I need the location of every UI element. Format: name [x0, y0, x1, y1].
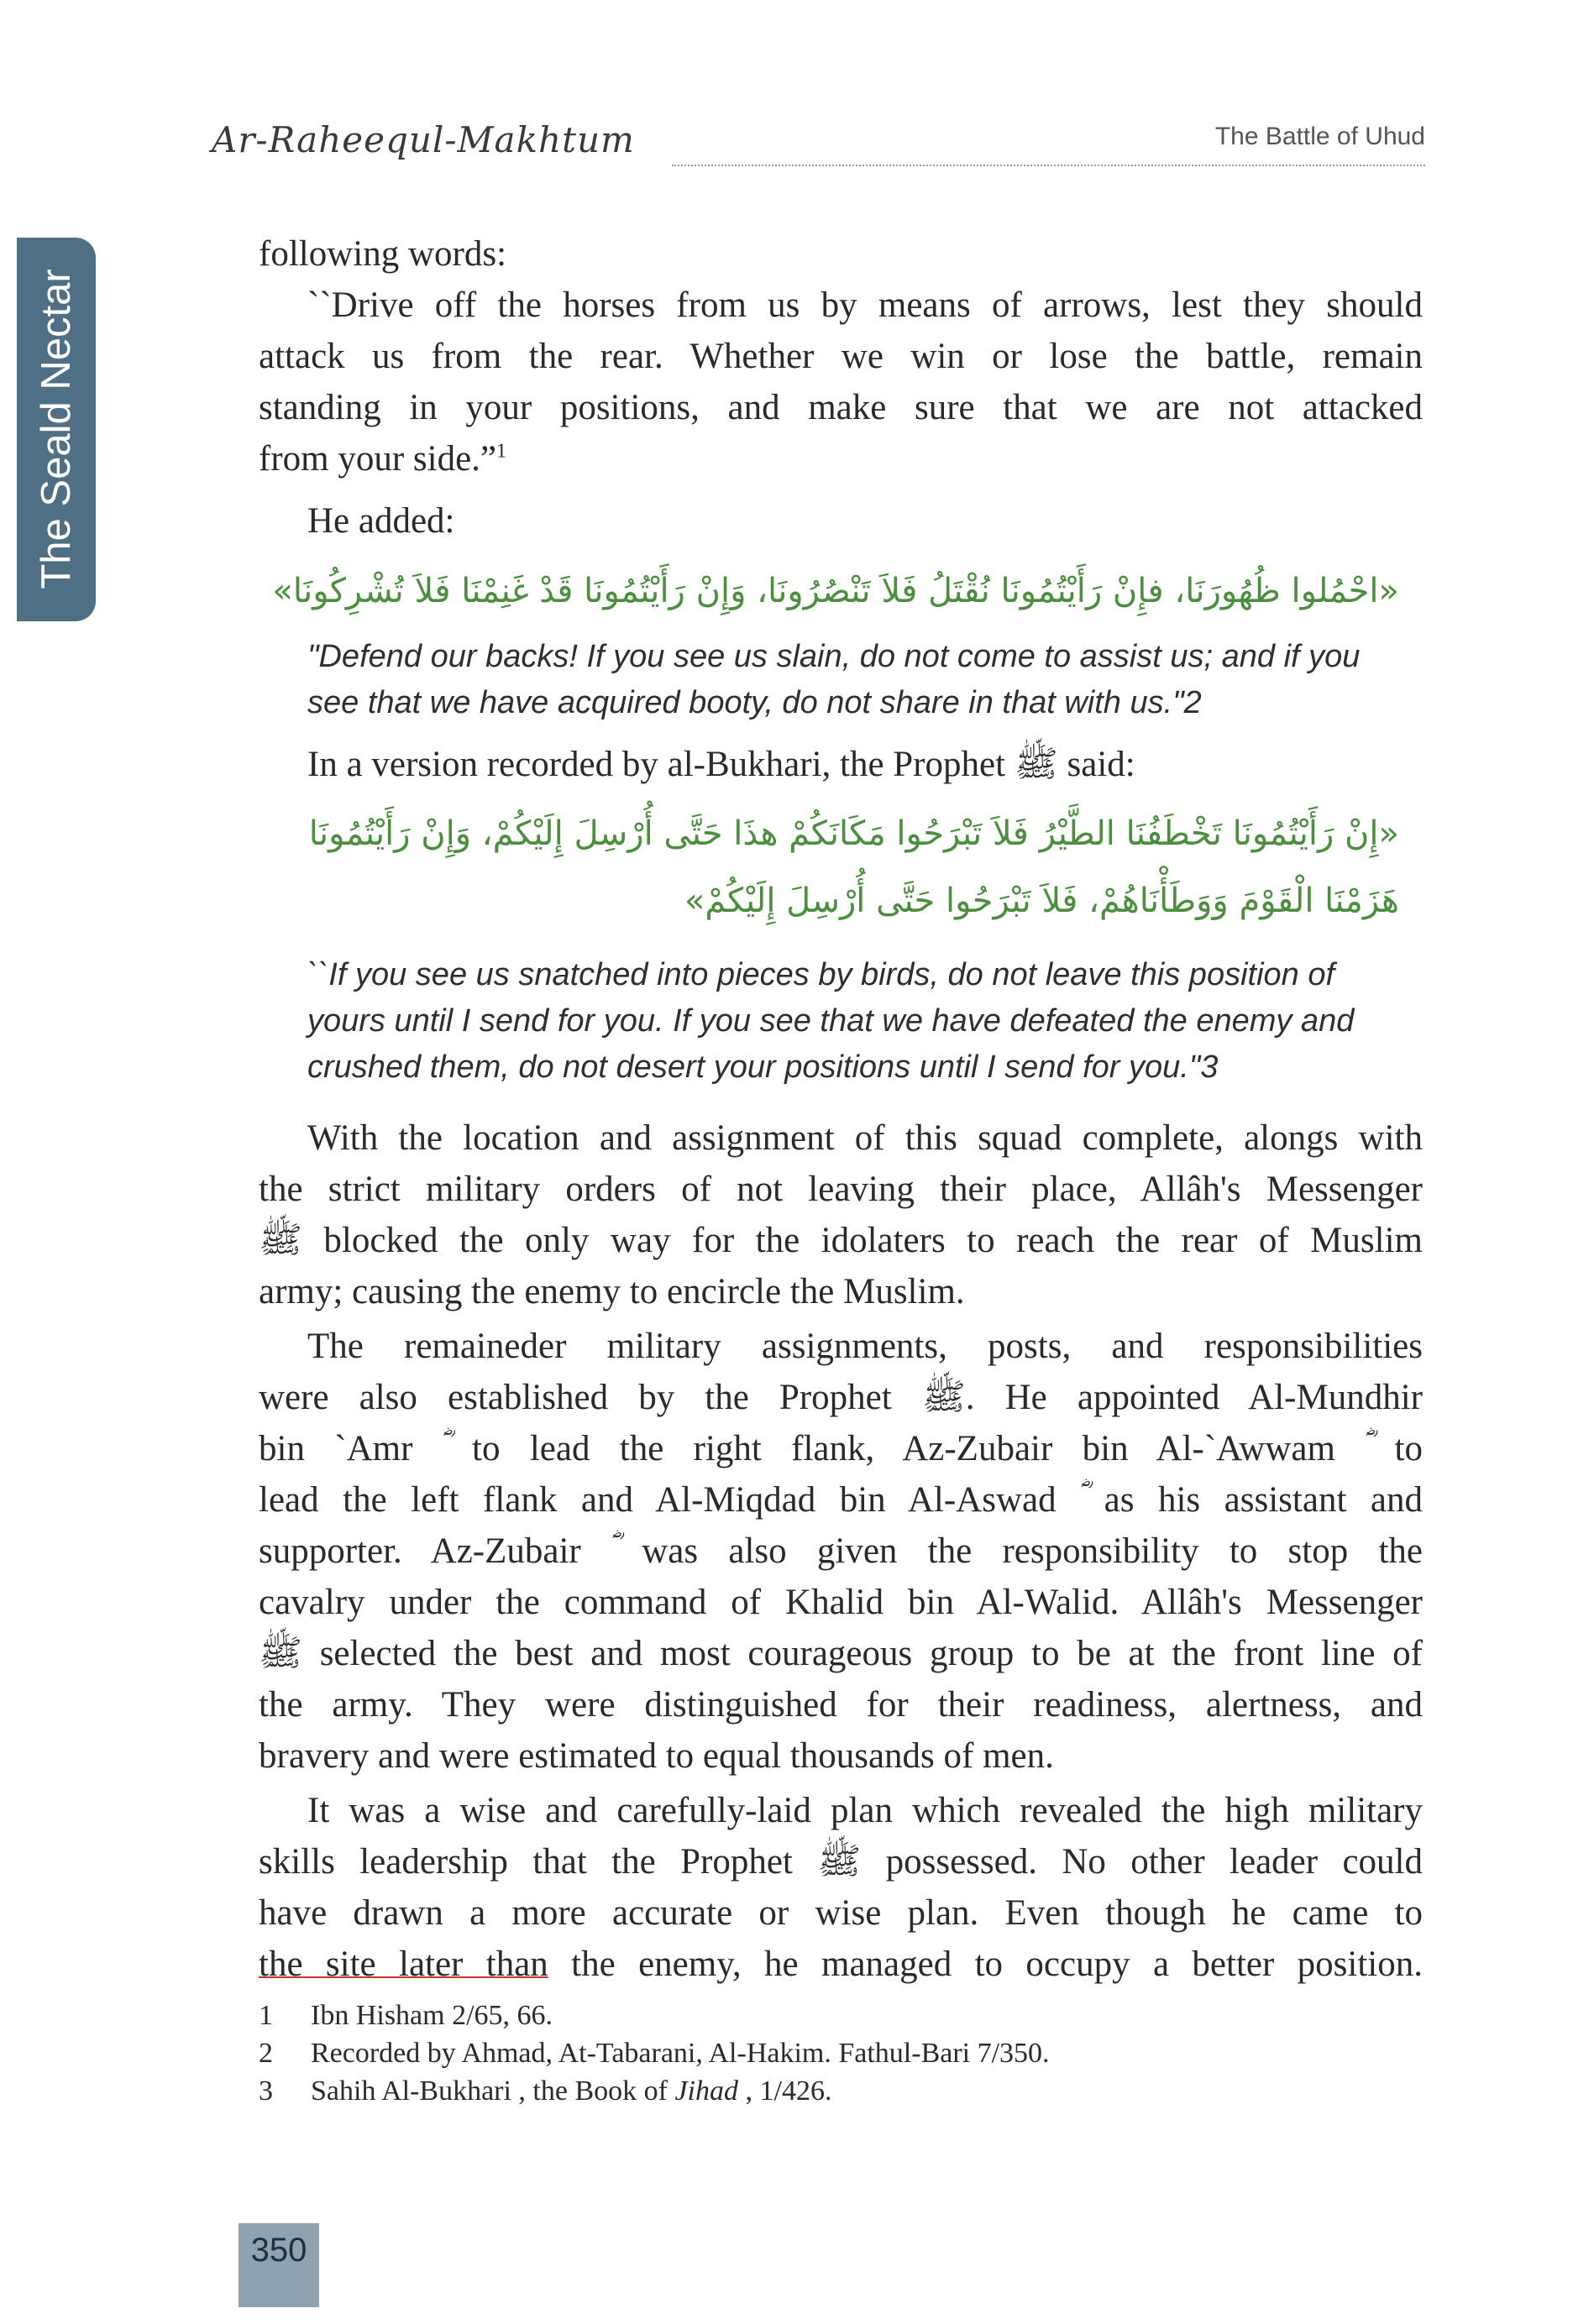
header-divider: [672, 165, 1425, 166]
footnote-text: , 1/426.: [738, 2075, 832, 2107]
he-added-line: He added:: [307, 501, 455, 541]
paragraph-line: ﷺ blocked the only way for the idolaters to reach the rear of Muslim: [259, 1221, 1423, 1260]
intro-line: following words:: [259, 234, 507, 274]
quote1-line-text: from your side.”: [259, 439, 497, 479]
footnote-number: 1: [259, 2000, 273, 2031]
page-number: 350: [250, 2232, 307, 2269]
translation-1-line: see that we have acquired booty, do not share in that with us."2: [307, 685, 1202, 720]
footnote-text: Sahih Al-Bukhari , the Book of: [311, 2075, 675, 2107]
footnote-text: Ibn Hisham 2/65, 66.: [311, 2000, 553, 2031]
arabic-hadith-1: «احْمُلوا ظُهُورَنَا، فإِنْ رَأَيْتُمُونَا نُقْتَلُ فَلاَ تَنْصُرُونَا، وَإِنْ رَأَيْتُمُونَا قَدْ غَنِمْنَا فَلاَ تُشْرِكُونَا»: [272, 572, 1399, 610]
footnote-3: [259, 2072, 1423, 2110]
arabic-hadith-2-line: هَزَمْنَا الْقَوْمَ وَوَطَأْنَاهُمْ، فَلاَ تَبْرَحُوا حَتَّى أُرْسِلَ إِلَيْكُمْ»: [684, 882, 1399, 920]
footnote-text-italic: Jihad: [674, 2075, 739, 2107]
paragraph-line: skills leadership that the Prophet ﷺ possessed. No other leader could: [259, 1842, 1423, 1882]
arabic-hadith-2-line: «إِنْ رَأَيْتُمُونَا تَخْطَفُنَا الطَّيْرُ فَلاَ تَبْرَحُوا مَكَانَكُمْ هذَا حَتَّى أُرْسِلَ إِلَيْكُمْ، وَإِنْ رَأَيْتُمُونَا: [308, 814, 1399, 853]
running-head-chapter: The Battle of Uhud: [1214, 123, 1425, 150]
paragraph-line: lead the left flank and Al-Miqdad bin Al-Aswad ؓ as his assistant and: [259, 1480, 1423, 1520]
footnote-text: Recorded by Ahmad, At-Tabarani, Al-Hakim. Fathul-Bari 7/350.: [311, 2038, 1050, 2069]
paragraph-line: have drawn a more accurate or wise plan. Even though he came to: [259, 1893, 1423, 1933]
paragraph-line-last: [259, 1939, 1423, 1990]
footnote-number: 3: [259, 2075, 273, 2107]
quote1-line-last: [259, 433, 1423, 484]
paragraph-line: the strict military orders of not leaving their place, Allâh's Messenger: [259, 1170, 1423, 1209]
bukhari-intro-line: In a version recorded by al-Bukhari, the Prophet ﷺ said:: [307, 745, 1135, 784]
footnote-number: 2: [259, 2038, 273, 2069]
quote1-line: attack us from the rear. Whether we win or lose the battle, remain: [259, 337, 1423, 376]
paragraph-line: It was a wise and carefully-laid plan which revealed the high military: [307, 1791, 1423, 1830]
paragraph-line: bravery and were estimated to equal thousands of men.: [259, 1736, 1054, 1776]
underlined-phrase: the site later than: [259, 1945, 548, 1984]
translation-2-line: crushed them, do not desert your positions until I send for you."3: [307, 1049, 1219, 1085]
paragraph-line: the army. They were distinguished for their readiness, alertness, and: [259, 1685, 1423, 1725]
paragraph-line: were also established by the Prophet ﷺ. He appointed Al-Mundhir: [259, 1378, 1423, 1417]
translation-1-line: "Defend our backs! If you see us slain, do not come to assist us; and if you: [307, 639, 1361, 674]
paragraph-line: The remaineder military assignments, posts, and responsibilities: [307, 1327, 1423, 1366]
paragraph-line-rest: the enemy, he managed to occupy a better position.: [548, 1945, 1423, 1984]
translation-2-line: ``If you see us snatched into pieces by birds, do not leave this position of: [307, 957, 1335, 992]
quote1-line: standing in your positions, and make sure that we are not attacked: [259, 388, 1423, 427]
paragraph-line: cavalry under the command of Khalid bin Al-Walid. Allâh's Messenger: [259, 1583, 1423, 1622]
footnote-ref-1: 1: [496, 440, 507, 463]
side-tab-label: The Seald Nectar: [34, 269, 79, 589]
footnote-2: [259, 2034, 1423, 2072]
footnote-1: [259, 1997, 1423, 2034]
paragraph-line: With the location and assignment of this squad complete, alongs with: [307, 1118, 1423, 1158]
paragraph-line: bin `Amr ؓ to lead the right flank, Az-Zubair bin Al-`Awwam ؓ to: [259, 1429, 1423, 1468]
quote1-line: ``Drive off the horses from us by means of arrows, lest they should: [307, 285, 1423, 325]
paragraph-line: ﷺ selected the best and most courageous group to be at the front line of: [259, 1634, 1423, 1673]
paragraph-line: supporter. Az-Zubair ؓ was also given the responsibility to stop the: [259, 1531, 1423, 1571]
running-head-book-title: Ar-Raheequl-Makhtum: [212, 119, 635, 160]
translation-2-line: yours until I send for you. If you see that we have defeated the enemy and: [307, 1003, 1355, 1039]
paragraph-line: army; causing the enemy to encircle the Muslim.: [259, 1272, 965, 1311]
